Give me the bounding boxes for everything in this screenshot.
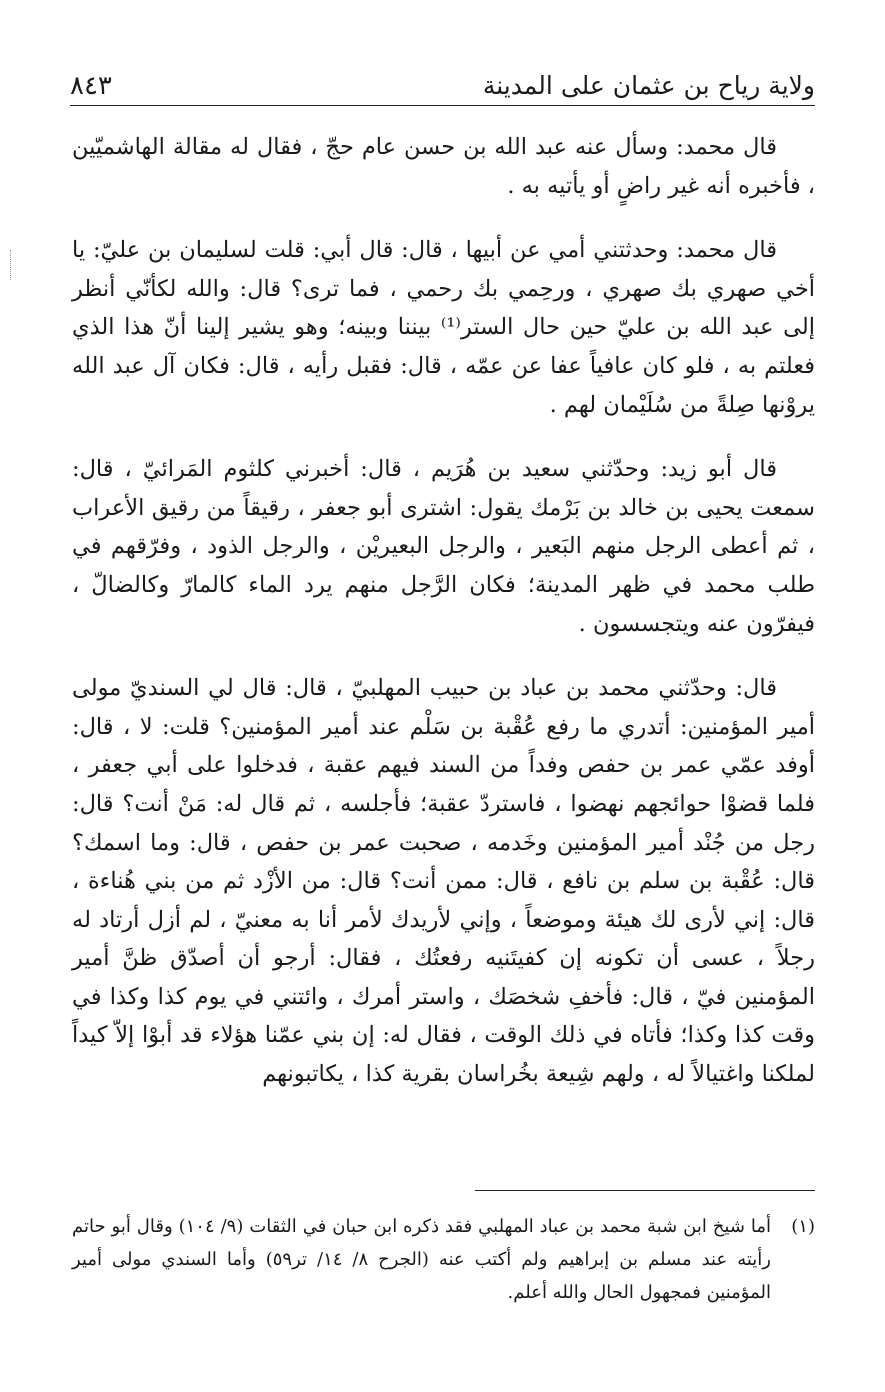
running-title: ولاية رياح بن عثمان على المدينة [482,71,815,100]
footnote-divider [475,1190,815,1191]
footnotes [72,1210,815,1309]
paragraph-3: قال أبو زيد: وحدّثني سعيد بن هُرَيم ، قال: أخبرني كلثوم المَرائيّ ، قال: سمعت يحيى بن خالد بن بَرْمك يقول: اشترى أبو جعفر ، رقيقاً من رقيق الأعراب ، ثم أعطى الرجل منهم البَعير ، والرجل البعيريْن ، والرجل الذود ، وفرّقهم في طلب محمد في ظهر المدينة؛ فكان الرَّجل منهم يرد الماء كالمارّ وكالضالّ ، فيفرّون عنه ويتجسسون . [72,456,815,637]
page-number: ٨٤٣ [70,71,112,101]
margin-mark [10,250,14,280]
footnote-marker: (١) [791,1216,815,1237]
paragraph-1: قال محمد: وسأل عنه عبد الله بن حسن عام حجّ ، فقال له مقالة الهاشميّين ، فأخبره أنه غير راضٍ أو يأتيه به . [72,134,815,199]
footnote-1 [72,1210,815,1309]
page-header [70,62,815,106]
main-text [72,128,815,1120]
paragraph-2: قال محمد: وحدثتني أمي عن أبيها ، قال: قال أبي: قلت لسليمان بن عليّ: يا أخي صهري بك صهري ، ورحِمي بك رحمي ، فما ترى؟ قال: والله لكأنّي أنظر إلى عبد الله بن عليّ حين حال الستر⁽¹⁾ بيننا وبينه؛ وهو يشير إلينا أنّ هذا الذي فعلتم به ، فلو كان عافياً عفا عن عمّه ، قال: فقبل رأيه ، قال: فكان آل عبد الله يروْنها صِلةً من سُلَيْمان لهم . [72,237,815,418]
paragraph-4: قال: وحدّثني محمد بن عباد بن حبيب المهلبيّ ، قال: قال لي السنديّ مولى أمير المؤمنين: أتدري ما رفع عُقْبة بن سَلْم عند أمير المؤمنين؟ قلت: لا ، قال: أوفد عمّي عمر بن حفص وفداً من السند فيهم عقبة ، فدخلوا على أبي جعفر ، فلما قضوْا حوائجهم نهضوا ، فاستردّ عقبة؛ فأجلسه ، ثم قال له: مَنْ أنت؟ قال: رجل من جُنْد أمير المؤمنين وخَدمه ، صحبت عمر بن حفص ، قال: وما اسمك؟ قال: عُقْبة بن سلم بن نافع ، قال: ممن أنت؟ قال: من الأزْد ثم من بني هُناءة ، قال: إني لأرى لك هيئة وموضعاً ، وإني لأريدك لأمر أنا به معنيّ ، لم أزل أرتاد له رجلاً ، عسى أن تكونه إن كفيتَنيه رفعتُك ، فقال: أرجو أن أصدّق ظنَّ أمير المؤمنين فيّ ، قال: فأخفِ شخصَك ، واستر أمرك ، وائتني في يوم كذا وكذا في وقت كذا وكذا؛ فأتاه في ذلك الوقت ، فقال له: إن بني عمّنا هؤلاء قد أبوْا إلاّ كيداً لملكنا واغتيالاً له ، ولهم شِيعة بخُراسان بقرية كذا ، يكاتبونهم [72,675,815,1088]
footnote-text: أما شيخ ابن شبة محمد بن عباد المهلبي فقد ذكره ابن حبان في الثقات (٩/ ١٠٤) وقال أبو حاتم رأيته عند مسلم بن إبراهيم ولم أكتب عنه (الجرح ٨/ ١٤/ تر٥٩) وأما السندي مولى أمير المؤمنين فمجهول الحال والله أعلم. [72,1216,771,1303]
